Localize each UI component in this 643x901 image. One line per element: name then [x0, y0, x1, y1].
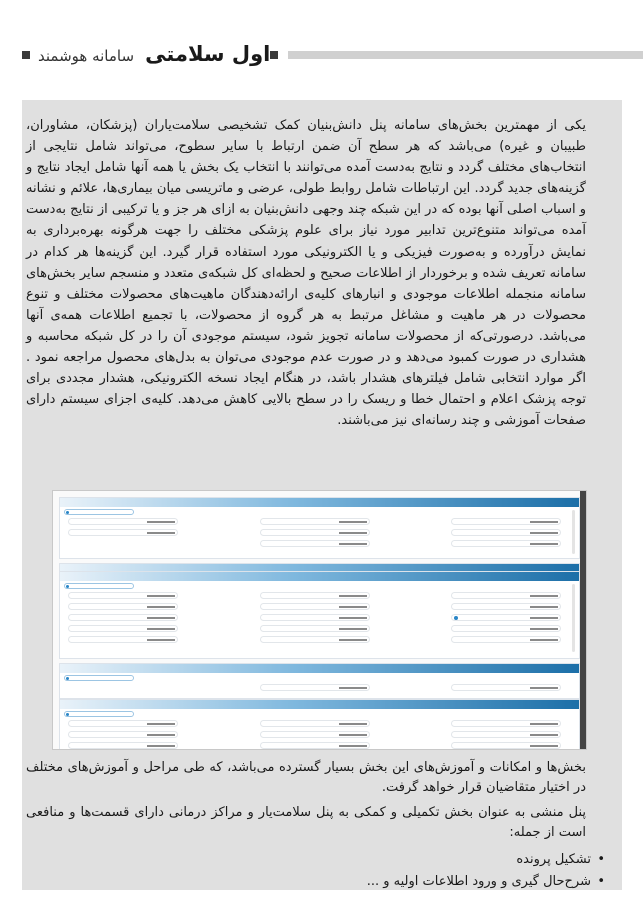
- header-rule: [288, 51, 643, 59]
- intro-paragraph: یکی از مهمترین بخش‌های سامانه پنل دانش‌بنیان کمک تشخیصی سلامت‌یاران (پزشکان، مشاوران، طبیبان و غیره) می‌باشد که هر سطح آن ضمن ارتباط با سایر سطوح، می‌تواند شامل نتایجی از انتخاب‌های مختلف گردد و نتایج به‌دست آمده می‌توانند با انتخاب یک بخش یا همه آنها شامل ایجاد نتایج و گزینه‌های جدید گردد. این ارتباطات شامل روابط طولی، عرضی و ماتریسی میان بیماری‌ها، علائم و نشانه و اسباب اصلی آنها بوده که در این شبکه چند وجهی دانش‌بنیان به ازای هر جز و یا ترکیبی از نتایج به‌دست آمده می‌تواند متنوع‌ترین تدابیر مورد نیاز برای علوم پزشکی مختلف را جهت هرگونه بهره‌برداری به نمایش درآورده و به‌صورت فیزیکی و یا الکترونیکی مورد استفاده قرار گیرد. این گزینه‌ها هر کدام در سامانه تعریف شده و برخوردار از اطلاعات صحیح و لحظه‌ای کل شبکه‌ی متعدد و منسجم سایر بخش‌های سامانه منجمله اطلاعات موجودی و انبارهای کلیه‌ی ارائه‌دهندگان ماهیت‌های محصولات مختلف و تنوع محصولات در هر ماهیت و مشاغل مرتبط به هر گروه از محصولات، با تجمیع اطلاعات همه‌ی آنها می‌باشد. درصورتی‌که از محصولات سامانه تجویز شود، سیستم موجودی آن را در کل شبکه محاسبه و هشداری در صورت کمبود می‌دهد و در صورت عدم موجودی می‌توان به بدل‌های محصول مراجعه نمود . اگر موارد انتخابی شامل فیلترهای هشدار باشد، در هنگام ایجاد نسخه الکترونیکی، هشدار مجددی برای توجه پزشک اعلام و احتمال خطا و ریسک را در سطح بالایی کاهش می‌دهد. کلیه‌ی اجزای سیستم دارای صفحات آموزشی و چند رسانه‌ای نیز می‌باشند.: [26, 118, 586, 429]
- header-title: [38, 39, 270, 71]
- sections-paragraph: بخش‌ها و امکانات و آموزش‌های این بخش بسیار گسترده می‌باشد، که طی مراحل و آموزش‌های مختلف در اختیار متقاضیان قرار خواهد گرفت.: [26, 760, 586, 795]
- list-item: • شرح‌حال گیری و ورود اطلاعات اولیه و ...: [85, 871, 605, 893]
- header-square-right: [270, 51, 278, 59]
- page-header: [0, 42, 643, 72]
- brand-name: اول سلامتی: [145, 42, 271, 66]
- screenshot-panel: [59, 497, 580, 559]
- brand-tagline: سامانه هوشمند: [38, 47, 135, 65]
- feature-list: [85, 849, 605, 893]
- embedded-ui-screenshot: [52, 490, 587, 750]
- header-square-left: [22, 51, 30, 59]
- secretary-paragraph: پنل منشی به عنوان بخش تکمیلی و کمکی به پنل سلامت‌یار و مراکز درمانی دارای قسمت‌ها و منافعی است از جمله:: [26, 805, 586, 840]
- screenshot-panel: [59, 663, 580, 699]
- screenshot-panel: [59, 699, 580, 750]
- screenshot-scrollbar: [580, 491, 586, 749]
- list-item: • تشکیل پرونده: [85, 849, 605, 871]
- screenshot-panel: [59, 571, 580, 659]
